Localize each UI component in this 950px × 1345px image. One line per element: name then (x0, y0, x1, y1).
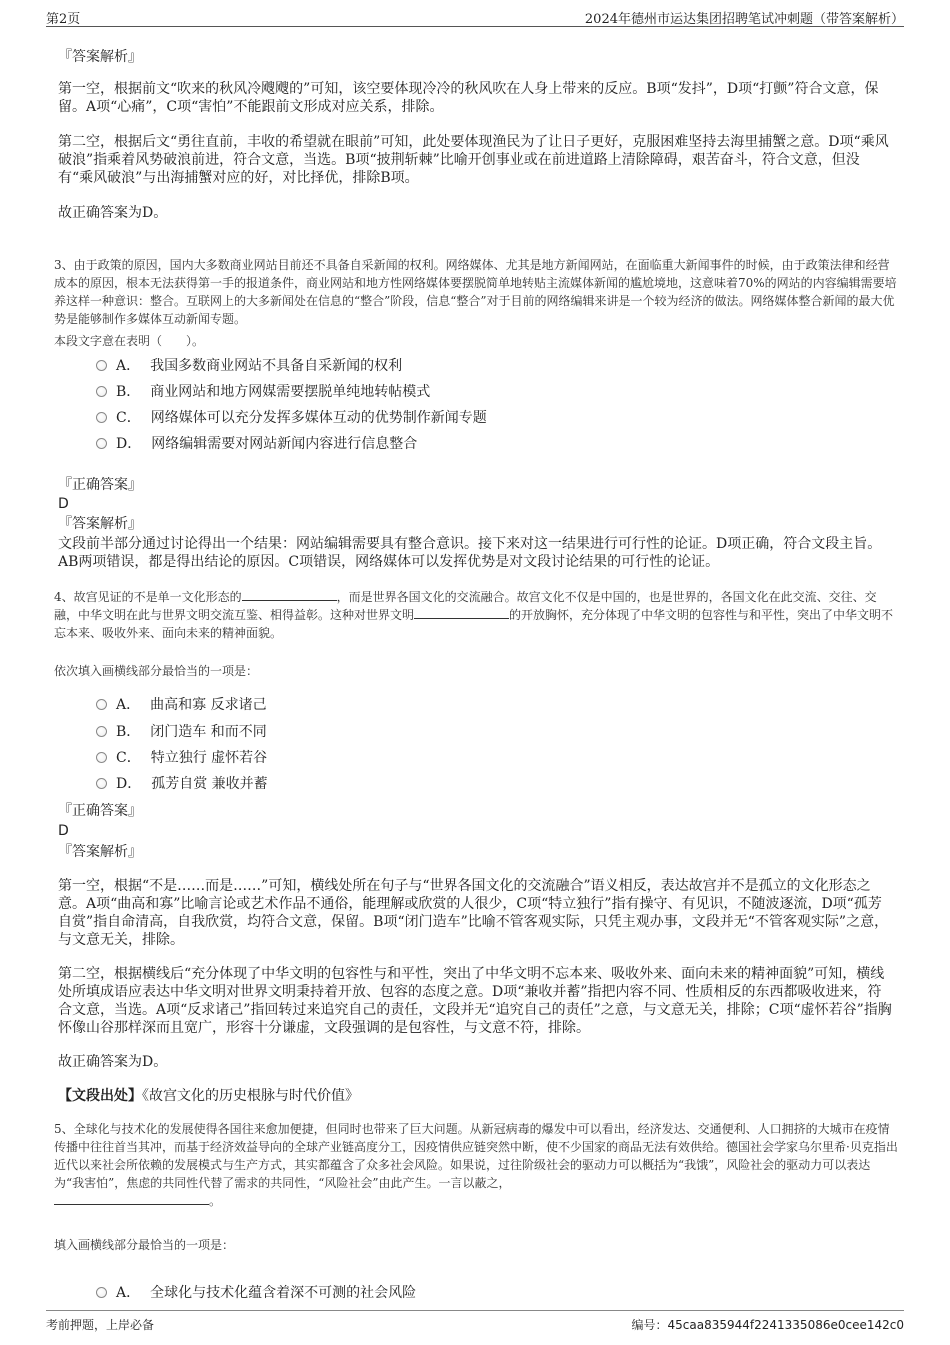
radio-icon[interactable] (96, 726, 107, 737)
q3-answer: D (58, 496, 69, 512)
q4-source: 【文段出处】《故宫文化的历史根脉与时代价值》 (58, 1088, 359, 1104)
q4-conclusion: 故正确答案为D。 (58, 1054, 168, 1070)
q5-option-a[interactable]: A． 全球化与技术化蕴含着深不可测的社会风险 (96, 1284, 416, 1302)
radio-icon[interactable] (96, 778, 107, 789)
q4-analysis-p2: 第二空，根据横线后“充分体现了中华文明的包容性与和平性，突出了中华文明不忘本来、吸收外来、面向未来的精神面貌”可知，横线处所填成语应表达中华文明对世界文明秉持着开放、包容的态度之意。D项“兼收并蓄”指把内容不同、性质相反的东西都吸收进来，符合文意，当选。A项“反求诸己”指回转过来追究自己的责任，文段并无“追究自己的责任”之意，与文意无关，排除；C项“虚怀若谷”指胸怀像山谷那样深而且宽广，形容十分谦虚，文段强调的是包容性，与文意不符，排除。 (58, 966, 892, 1036)
radio-icon[interactable] (96, 360, 107, 371)
page-number: 第2页 (46, 12, 81, 27)
q4-analysis-tag: 『答案解析』 (58, 844, 142, 860)
blank-line (414, 606, 509, 619)
q4-option-a[interactable]: A． 曲高和寡 反求诸己 (96, 696, 267, 714)
radio-icon[interactable] (96, 1287, 107, 1298)
q2-conclusion: 故正确答案为D。 (58, 205, 168, 221)
page-header (46, 8, 904, 27)
q5-stem: 5、全球化与技术化的发展使得各国往来愈加便捷，但同时也带来了巨大问题。从新冠病毒的爆发中可以看出，经济发达、交通便利、人口拥挤的大城市在疫情传播中往往首当其冲，而基于经济效益导向的全球产业链高度分工，因疫情供应链突然中断，使不少国家的商品无法有效供给。德国社会学家乌尔里希·贝克指出近代以来社会所依赖的发展模式与生产方式，其实都蕴含了众多社会风险。如果说，过往阶级社会的驱动力可以概括为“我饿”，风险社会的驱动力可以表达为“我害怕”，焦虑的共同性代替了需求的共同性，“风险社会”由此产生。一言以蔽之， 。 (54, 1122, 898, 1208)
q4-option-d[interactable]: D． 孤芳自赏 兼收并蓄 (96, 775, 268, 793)
q3-option-a[interactable]: A． 我国多数商业网站不具备自采新闻的权利 (96, 357, 402, 375)
q3-option-c[interactable]: C． 网络媒体可以充分发挥多媒体互动的优势制作新闻专题 (96, 409, 487, 427)
radio-icon[interactable] (96, 412, 107, 423)
radio-icon[interactable] (96, 699, 107, 710)
footer-slogan: 考前押题，上岸必备 (46, 1318, 155, 1332)
q5-question: 填入画横线部分最恰当的一项是： (54, 1238, 235, 1252)
blank-line (242, 588, 337, 601)
q2-analysis-p2: 第二空，根据后文“勇往直前，丰收的希望就在眼前”可知，此处要体现渔民为了让日子更好，克服困难坚持去海里捕蟹之意。D项“乘风破浪”指乘着风势破浪前进，符合文意，当选。B项“披荆斩棘”比喻开创事业或在前进道路上清除障碍，艰苦奋斗，符合文意，但没有“乘风破浪”与出海捕蟹对应的好，对比择优，排除B项。 (58, 134, 889, 186)
doc-id: 编号：45caa835944f2241335086e0cee142c0 (631, 1318, 904, 1332)
radio-icon[interactable] (96, 752, 107, 763)
q3-analysis-tag: 『答案解析』 (58, 516, 142, 532)
q3-stem: 3、由于政策的原因，国内大多数商业网站目前还不具备自采新闻的权利。网络媒体、尤其是地方新闻网站，在面临重大新闻事件的时候，由于政策法律和经营成本的原因，根本无法获得第一手的报道条件，商业网站和地方性网络媒体要摆脱简单地转贴主流媒体新闻的尴尬境地，这意味着70%的网站的内容编辑需要培养这样一种意识：整合。互联网上的大多新闻处在信息的“整合”阶段，信息“整合”对于目前的网络编辑来讲是一个较为经济的做法。网络媒体整合新闻的最大优势是能够制作多媒体互动新闻专题。 (54, 258, 897, 326)
radio-icon[interactable] (96, 386, 107, 397)
q3-question: 本段文字意在表明（ ）。 (54, 334, 205, 348)
q3-answer-tag: 『正确答案』 (58, 477, 142, 493)
blank-line (54, 1192, 209, 1205)
q4-answer: D (58, 823, 69, 839)
q3-option-b[interactable]: B． 商业网站和地方网媒需要摆脱单纯地转帖模式 (96, 383, 430, 401)
q3-option-d[interactable]: D． 网络编辑需要对网站新闻内容进行信息整合 (96, 435, 417, 453)
q4-option-b[interactable]: B． 闭门造车 和而不同 (96, 723, 267, 741)
doc-title: 2024年德州市运达集团招聘笔试冲刺题（带答案解析） (584, 12, 904, 27)
page-footer (46, 1310, 904, 1338)
q4-option-c[interactable]: C． 特立独行 虚怀若谷 (96, 749, 267, 767)
q4-answer-tag: 『正确答案』 (58, 803, 142, 819)
radio-icon[interactable] (96, 438, 107, 449)
q3-analysis: 文段前半部分通过讨论得出一个结果：网站编辑需要具有整合意识。接下来对这一结果进行可行性的论证。D项正确，符合文段主旨。AB两项错误，都是得出结论的原因。C项错误，网络媒体可以发挥优势是对文段讨论结果的可行性的论证。 (58, 536, 882, 570)
q4-question: 依次填入画横线部分最恰当的一项是： (54, 664, 259, 678)
q4-analysis-p1: 第一空，根据“不是……而是……”可知，横线处所在句子与“世界各国文化的交流融合”语义相反，表达故宫并不是孤立的文化形态之意。A项“曲高和寡”比喻言论或艺术作品不通俗，能理解或欣赏的人很少，C项“特立独行”指有操守、有见识，不随波逐流，D项“孤芳自赏”指自命清高，自我欣赏，均符合文意，保留。B项“闭门造车”比喻不管客观实际，只凭主观办事，文段并无“不管客观实际”之意，与文意无关，排除。 (58, 878, 889, 948)
q2-analysis-p1: 第一空，根据前文“吹来的秋风冷飕飕的”可知，该空要体现冷冷的秋风吹在人身上带来的反应。B项“发抖”，D项“打颤”符合文意，保留。A项“心痛”，C项“害怕”不能跟前文形成对应关系，排除。 (58, 81, 879, 115)
q2-analysis-tag: 『答案解析』 (58, 49, 142, 65)
q4-stem: 4、故宫见证的不是单一文化形态的 ，而是世界各国文化的交流融合。故宫文化不仅是中国的，也是世界的，各国文化在此交流、交往、交融，中华文明在此与世界文明交流互鉴、相得益彰。这种对世界文明 的开放胸怀，充分体现了中华文明的包容性与和平性，突出了中华文明不忘本来、吸收外来、面向未来的精神面貌。 (54, 590, 894, 640)
